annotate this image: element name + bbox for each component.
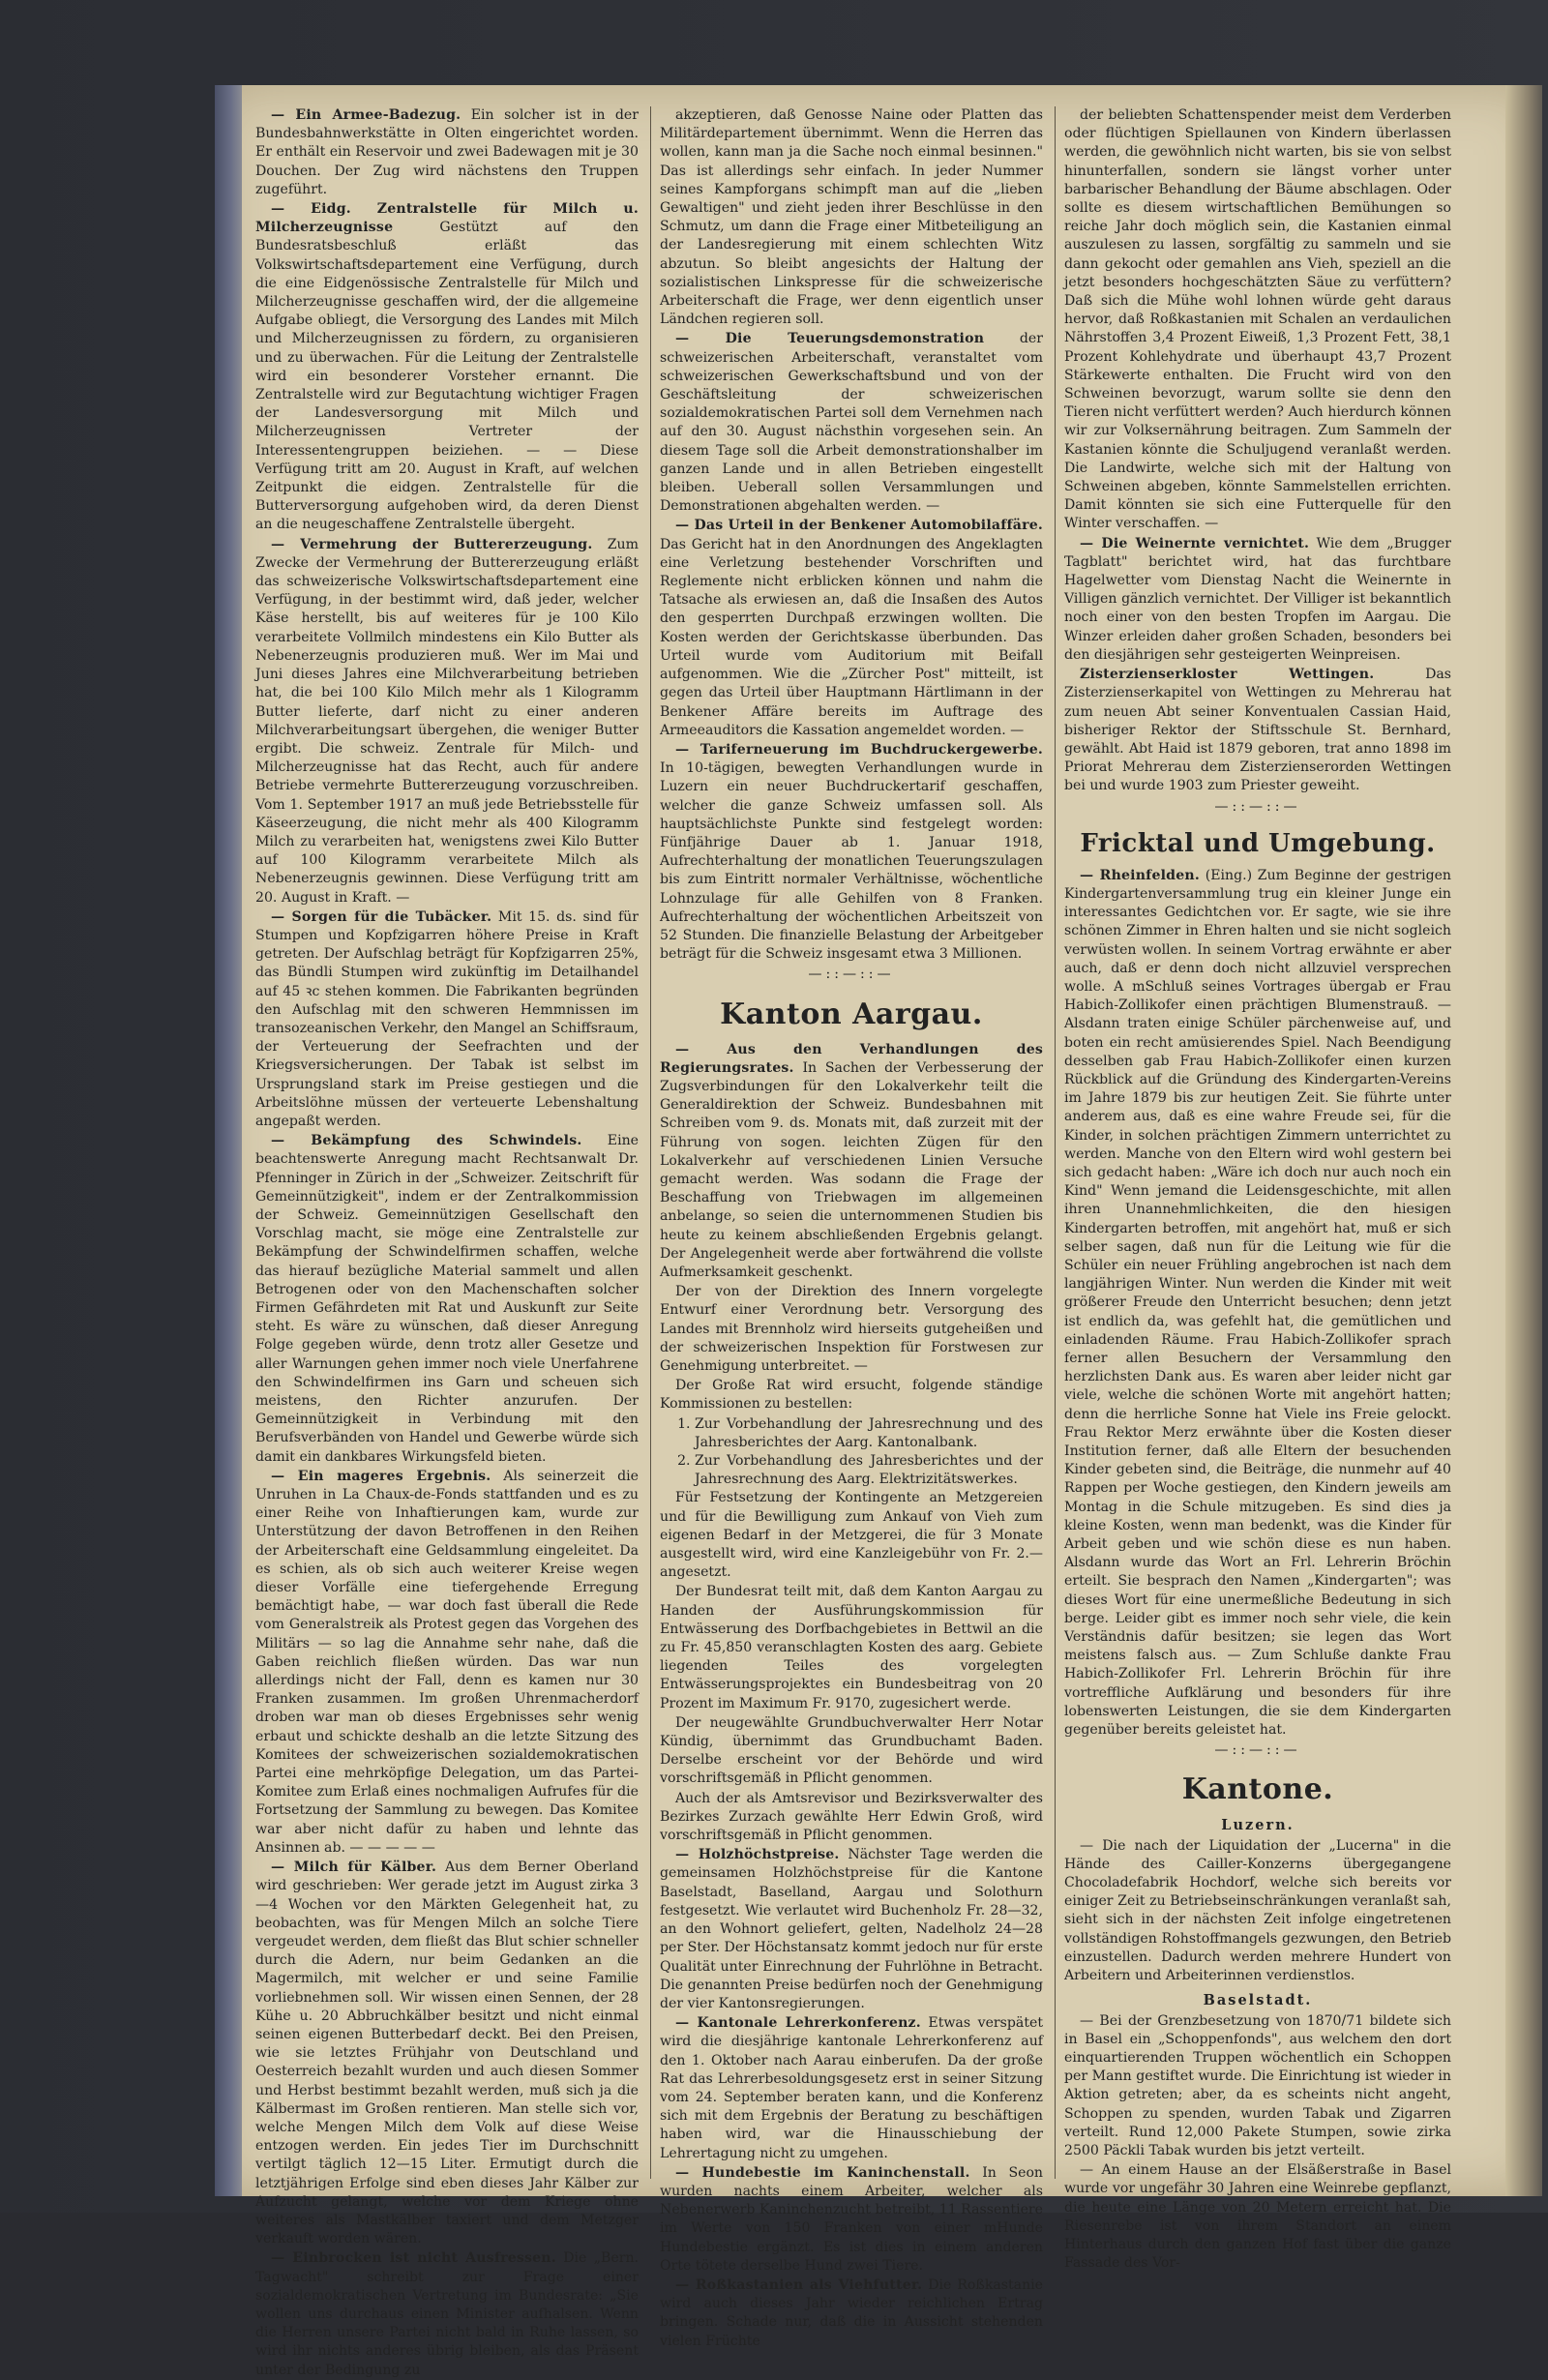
article-paragraph: — An einem Hause an der Elsäßerstraße in Basel wurde vor ungefähr 30 Jahren eine Weinrebe gepflanzt, die heute eine Länge von 20 Metern erreicht hat. Die Riesenrebe ist von ihrem Standort an einem Hinterhaus durch den ganzen Hof fast über die ganze Fassade des Vor- <box>1064 2162 1451 2272</box>
article-paragraph: Auch der als Amtsrevisor und Bezirksverwalter des Bezirkes Zurzach gewählte Herr Edwin Groß, wird vorschriftsgemäß in Pflicht genommen. <box>660 1790 1043 1844</box>
article-body: Die „Bern. Tagwacht" schreibt zur Frage einer sozialdemokratischen Vertretung im Bundesrate: „Sie wollen uns durchaus einen Minister aufhalsen. Wenn die Herren unsere Partei nicht bald in Ruhe lassen, so wird ihr nichts anderes übrig bleiben, als das Präsent unter der Bedingung zu <box>255 2250 640 2378</box>
article-body: Aus dem Berner Oberland wird geschrieben: Wer gerade jetzt im August zirka 3—4 Wochen vor den Märkten Gelegenheit hat, zu beobachten, was für Mengen Milch an solche Tiere vergeudet werden, dem fließt das Blut schier schneller durch die Adern, nur beim Gedanken an die Magermilch, mit welcher er und seine Familie vorliebnehmen soll. Wir wissen einen Sennen, der 28 Kühe u. 20 Abbruchkälber besitzt und nicht einmal seinen eigenen Butterbedarf deckt. Bei den Preisen, wie sie letztes Frühjahr von Deutschland und Oesterreich bezahlt wurden und auch diesen Sommer und Herbst bestimmt bezahlt werden, muß sich ja die Kälbermast im Großen rentieren. Man stelle sich vor, welche Mengen Milch dem Volk auf diese Weise entzogen werden. Ein jedes Tier im Durchschnitt vertilgt täglich 12—15 Liter. Ermutigt durch die letztjährigen Erfolge sind eben dieses Jahr Kälber zur Aufzucht gelangt, welche vor dem Kriege ohne weiteres als Mastkälber taxiert und dem Metzger verkauft worden wären. <box>255 1859 639 2247</box>
article-headline: — Die Weinernte vernichtet. <box>1080 535 1310 551</box>
column-1 <box>255 106 640 2378</box>
article-teuerungsdemonstration <box>660 330 1043 516</box>
article-schwindel <box>255 1132 639 1467</box>
article-body: Zum Zwecke der Vermehrung der Buttererzeugung erläßt das schweizerische Volkswirtschaftsdepartement eine Verfügung, in der bestimmt wird, daß jeder, welcher Käse herstellt, bis auf weiteres für je 100 Kilo verarbeitete Vollmilch mindestens ein Kilo Butter als Nebenerzeugnis produzieren muß. Wer im Mai und Juni dieses Jahres eine Milchverarbeitung betrieben hat, die bei 100 Kilo Milch mehr als 1 Kilogramm Butter lieferte, darf nicht zu einer anderen Milchverarbeitungsart übergehen, die weniger Butter ergibt. Die schweiz. Zentrale für Milch- und Milcherzeugnisse hat das Recht, auch für andere Betriebe vermehrte Buttererzeugung vorzuschreiben. Vom 1. September 1917 an muß jede Betriebsstelle für Käseerzeugung, die nicht mehr als 400 Kilogramm Milch zu verarbeiten hat, wenigstens zwei Kilo Butter auf 100 Kilogramm verarbeitete Milch als Nebenerzeugnis gewinnen. Diese Verfügung tritt am 20. August in Kraft. — <box>255 536 639 906</box>
article-headline: — Einbrocken ist nicht Ausfressen. <box>271 2250 556 2267</box>
article-armee-badezug <box>255 106 639 199</box>
article-paragraph: Der von der Direktion des Innern vorgelegte Entwurf einer Verordnung betr. Versorgung des Landes mit Brennholz wird hierseits gutgeheißen und der schweizerischen Inspektion für Forstwesen zur Genehmigung unterbreitet. — <box>660 1284 1043 1374</box>
article-rheinfelden <box>1064 867 1451 1740</box>
article-paragraph: — Bei der Grenzbesetzung von 1870/71 bildete sich in Basel ein „Schoppenfonds", aus welchem den dort einquartierenden Truppen wöchentlich ein Schoppen per Mann gestiftet wurde. Die Einrichtung ist wieder in Aktion getreten; aber, da es scheints nicht angeht, Schoppen zu spenden, wurden Tabak und Zigarren verteilt. Rund 12,000 Pakete Stumpen, sowie zirka 2500 Päckli Tabak wurden bis jetzt verteilt. <box>1064 2012 1451 2158</box>
article-einbrocken <box>255 2249 639 2379</box>
article-headline: — Eidg. Zentralstelle für Milch u. Milcherzeugnisse <box>255 201 639 236</box>
article-buchdruckertarif <box>660 741 1043 964</box>
article-holzhoechstpreise <box>660 1846 1043 2013</box>
article-rosskastanien <box>660 2276 1043 2351</box>
article-body: Eine beachtenswerte Anregung macht Rechtsanwalt Dr. Pfenninger in Zürich in der „Schweizer. Zeitschrift für Gemeinnützigkeit", indem er der Zentralkommission der Schweiz. Gemeinnützigen Gesellschaft den Vorschlag macht, sie möge eine Zentralstelle zur Bekämpfung der Schwindelfirmen schaffen, welche das hierauf bezügliche Material sammelt und allen Betrogenen oder von den Machenschaften solcher Firmen Gefährdeten mit Rat und Auskunft zur Seite steht. Es wäre zu wünschen, daß dieser Anregung Folge gegeben würde, denn trotz aller Gesetze und aller Warnungen gehen immer noch viele Unerfahrene den Schwindelfirmen ins Garn und scheuen sich meistens, den Richter anzurufen. Der Gemeinnützigkeit in Verbindung mit den Berufsverbänden von Handel und Gewerbe würde sich damit ein dankbares Wirkungsfeld bieten. <box>255 1133 639 1465</box>
article-kloster-wettingen <box>1064 666 1451 795</box>
list-item: 1. Zur Vorbehandlung der Jahresrechnung und des Jahresberichtes der Aarg. Kantonalbank. <box>695 1415 1043 1452</box>
section-title-fricktal: Fricktal und Umgebung. <box>1080 828 1436 858</box>
section-separator: —::—::— <box>1214 798 1301 815</box>
newspaper-page <box>215 85 1542 2378</box>
article-buttererzeugung <box>255 536 639 907</box>
article-body: Etwas verspätet wird die diesjährige kantonale Lehrerkonferenz auf den 1. Oktober nach Aarau einberufen. Da der große Rat das Lehrerbesoldungsgesetz erst in seiner Sitzung vom 24. September beraten kann, und die Konferenz sich mit dem Ergebnis der Beratung zu beschäftigen haben wird, war die Hinausschiebung der Lehrertagung nicht zu umgehen. <box>660 2015 1043 2161</box>
article-body: Mit 15. ds. sind für Stumpen und Kopfzigarren höhere Preise in Kraft getreten. Der Aufschlag beträgt für Kopfzigarren 25%, das Bündli Stumpen wird zukünftig im Detailhandel auf 45 ꝛc stehen kommen. Die Fabrikanten begründen den Aufschlag mit den schweren Hemmnissen im transozeanischen Verkehr, den Mangel an Schiffsraum, der Verteuerung der Seefrachten und der Kriegsversicherungen. Der Tabak ist selbst im Ursprungsland stark im Preise gestiegen und die Arbeitslöhne müssen der verteuerte Lebenshaltung angepaßt werden. <box>255 908 640 1129</box>
article-body: Das Zisterzienserkapitel von Wettingen zu Mehrerau hat zum neuen Abt seiner Konventualen Cassian Haid, bisheriger Rektor der Stiftsschule St. Bernhard, gewählt. Abt Haid ist 1879 geboren, trat anno 1898 im Priorat Mehrerau dem Zisterzienserorden Wettingen bei und wurde 1903 zum Priester geweiht. <box>1064 667 1451 794</box>
article-headline: — Milch für Kälber. <box>271 1859 437 1876</box>
article-headline: — Sorgen für die Tubäcker. <box>271 908 492 925</box>
article-body: Als seinerzeit die Unruhen in La Chaux-de-Fonds stattfanden und es zu einer Reihe von Inhaftierungen kam, wurde zur Unterstützung der davon Betroffenen in den Reihen der Arbeiterschaft eine Geldsammlung eingeleitet. Da es schien, als ob sich auch weiterer Kreise wegen dieser Vorfälle eine tiefergehende Erregung bemächtigt habe, — war doch fast überall die Rede vom Generalstreik als Protest gegen das Vorgehen des Militärs — so lag die Annahme sehr nahe, daß die Gaben reichlich fließen würden. Das war nun allerdings nicht der Fall, denn es kamen nur 30 Franken zusammen. Im großen Uhrenmacherdorf droben war man ob dieses Ergebnisses sehr wenig erbaut und schickte deshalb an die letzte Sitzung des Komitees der schweizerischen sozialdemokratischen Partei eine mehrköpfige Delegation, um das Partei-Komitee zum Erlaß eines nochmaligen Aufrufes für die Fortsetzung der Sammlung zu bewegen. Das Komitee war aber nicht dafür zu haben und lehnte das Ansinnen ab. — — — — — <box>255 1468 639 1856</box>
column-rule <box>1055 106 1056 2179</box>
section-title-kantone: Kantone. <box>1181 1772 1334 1807</box>
article-weinernte <box>1064 535 1451 665</box>
article-benkener-automobilaffaere <box>660 517 1043 739</box>
book-spine <box>215 85 242 2196</box>
article-milch-kaelber <box>255 1859 639 2248</box>
article-headline: — Das Urteil in der Benkener Automobilaffäre. <box>675 518 1043 534</box>
article-headline: — Tariferneuerung im Buchdruckergewerbe. <box>675 741 1043 758</box>
section-separator: —::—::— <box>1214 1742 1301 1759</box>
article-headline: Zisterzienserkloster Wettingen. <box>1080 667 1375 683</box>
article-headline: — Rheinfelden. <box>1080 867 1200 883</box>
article-body: Gestützt auf den Bundesratsbeschluß erläßt das Volkswirtschaftsdepartement eine Verfügung, durch die eine Eidgenössische Zentralstelle für Milch und Milcherzeugnisse geschaffen wird, der die allgemeine Aufgabe obliegt, die Versorgung des Landes mit Milch und Milcherzeugnissen zu fördern, zu organisieren und zu überwachen. Für die Leitung der Zentralstelle wird ein besonderer Vorsteher ernannt. Die Zentralstelle wird zur Begutachtung wichtiger Fragen der Landesversorgung mit Milch und Milcherzeugnissen Vertreter der Interessentengruppen beiziehen. — — Diese Verfügung tritt am 20. August in Kraft, auf welchen Zeitpunkt die eidgen. Zentralstelle für die Butterversorgung aufgehoben wird, da deren Dienst an die neugeschaffene Zentralstelle übergeht. <box>255 220 640 533</box>
article-body: der schweizerischen Arbeiterschaft, veranstaltet vom schweizerischen Gewerkschaftsbund und von der Geschäftsleitung der schweizerischen sozialdemokratischen Partei soll dem Vernehmen nach auf den 30. August nächsthin vorgesehen sein. An diesem Tage soll die Arbeit demonstrationshalber im ganzen Lande und in allen Betrieben eingestellt bleiben. Ueberall sollen Versammlungen und Demonstrationen abgehalten werden. — <box>660 331 1043 515</box>
article-headline: — Roßkastanien als Viehfutter. <box>675 2276 923 2293</box>
article-paragraph: Der neugewählte Grundbuchverwalter Herr Notar Kündig, übernimmt das Grundbuchamt Baden. Derselbe erscheint vor der Behörde und wird vorschriftsgemäß in Pflicht genommen. <box>660 1714 1043 1787</box>
article-headline: — Bekämpfung des Schwindels. <box>271 1133 582 1149</box>
article-mageres-ergebnis <box>255 1468 639 1858</box>
article-body: (Eing.) Zum Beginne der gestrigen Kindergartenversammlung trug ein kleiner Junge ein interessantes Gedichtchen vor. Er sagte, wie sie ihre schönen Zimmer in Ehren halten und sie nicht sogleich verwüsten wollen. In seinem Vortrag erwähnte er aber auch, daß er denn doch nicht allzuviel versprechen wolle. A mSchluß seines Vortrages übergab er Frau Habich-Zollikofer einen prächtigen Blumenstrauß. — Alsdann traten einige Schüler pärchenweise auf, und boten ein recht amüsierendes Spiel. Nach Beendigung desselben gab Frau Habich-Zollikofer einen kurzen Rückblick auf die Gründung des Kindergarten-Vereins im Jahre 1879 bis zur heutigen Zeit. Sie führte unter anderem aus, daß es eine wahre Freude sei, für die Kinder, in solchen prächtigen Zimmern unterrichtet zu werden. Manche von den Eltern wird wohl gestern bei sich gedacht haben: „Wäre ich doch nur auch noch ein Kind" Wenn jemand die Leidensgeschichte, mit allen ihren Unannehmlichkeiten, die den hiesigen Kindergarten betroffen, mit angehört hat, muß er sich selber sagen, daß nun für die Leitung wie für die Schüler ein neuer Frühling angebrochen ist nach dem langjährigen Winter. Nun werden die Kinder mit weit größerer Freude den Unterricht besuchen; denn jetzt ist endlich da, was gefehlt hat, die gemütlichen und einladenden Räume. Frau Habich-Zollikofer sprach ferner allen Besuchern der Versammlung den herzlichsten Dank aus. Es waren aber leider nicht gar viele, welche die schönen Worte mit angehört hatten; denn die herrliche Sonne hat Viele ins Freie gelockt. Frau Rektor Merz erwähnte über die Kosten dieser Institution ferner, daß alle Eltern der besuchenden Kinder gebeten sind, die Beiträge, die nunmehr auf 40 Rappen per Woche gestiegen, den Kindern jeweils am Montag in die Schule mitzugeben. Es sind dies ja kleine Kosten, wenn man bedenkt, was die Kinder für Arbeit geben und wie schön diese es nun haben. Alsdann wurde das Wort an Frl. Lehrerin Bröchin erteilt. Sie besprach den Namen „Kindergarten"; was dieses Wort für eine unermeßliche Bedeutung in sich berge. Leider gibt es immer noch sehr viele, die kein Verständnis dafür besitzen; sie legen das Wort meistens falsch aus. — Zum Schluße dankte Frau Habich-Zollikofer Frl. Lehrerin Bröchin für ihre vortreffliche Aufklärung und besonders für ihre lobenswerten Leistungen, die sie dem Kindergarten gegenüber bereits geleistet hat. <box>1064 867 1452 1739</box>
commission-list <box>660 1415 1043 1490</box>
article-kaninchenstall <box>660 2164 1043 2276</box>
column-rule <box>650 106 651 2179</box>
article-body: In Seon wurden nachts einem Arbeiter, welcher als Nebenerwerb Kaninchenzucht betreibt, 11 Rassentiere im Werte von 150 Franken von einer mHunde Hundebestie ergänzt. Es ist dies in einem anderen Orte tötete derselbe Hund zwei Tiere. <box>660 2164 1044 2274</box>
article-body: In 10-tägigen, bewegten Verhandlungen wurde in Luzern ein neuer Buchdruckertarif geschaffen, welcher die ganze Schweiz umfassen soll. Als hauptsächlichste Punkte sind festgelegt worden: Fünfjährige Dauer ab 1. Januar 1918, Aufrechterhaltung der monatlichen Teuerungszulagen bis zum Eintritt normaler Verhältnisse, wöchentliche Lohnzulage für alle Gehilfen von 8 Franken. Aufrechterhaltung der wöchentlichen Arbeitszeit von 52 Stunden. Die finanzielle Belastung der Arbeitgeber beträgt für die Schweiz insgesamt etwa 3 Millionen. <box>660 760 1043 963</box>
article-zentralstelle-milch <box>255 200 639 535</box>
article-body: Ein solcher ist in der Bundesbahnwerkstätte in Olten eingerichtet worden. Er enthält ein Reservoir und zwei Badewagen mit je 30 Douchen. Der Zug wird nächstens den Truppen zugeführt. <box>255 107 640 197</box>
article-headline: — Hundebestie im Kaninchenstall. <box>675 2164 970 2181</box>
article-headline: — Holzhöchstpreise. <box>675 1847 840 1863</box>
article-continuation <box>660 106 1043 329</box>
article-body: Das Gericht hat in den Anordnungen des Angeklagten eine Verletzung bestehender Vorschriften und Reglemente nicht erblicken können und nahm die Tatsache als erwiesen an, daß die Insaßen des Autos den gesperrten Durchpaß erzwingen wollten. Die Kosten werden der Gerichtskasse überbunden. Das Urteil wurde vom Auditorium mit Beifall aufgenommen. Wie die „Zürcher Post" mitteilt, ist gegen das Urteil über Hauptmann Härtlimann in der Benkener Affäre bereits im Auftrage des Armeeauditors die Kassation angemeldet worden. — <box>660 536 1043 738</box>
column-3 <box>1064 106 1452 2272</box>
article-headline: — Vermehrung der Buttererzeugung. <box>271 536 593 552</box>
article-body: In Sachen der Verbesserung der Zugsverbindungen für den Lokalverkehr teilt die Generaldirektion der Schweiz. Bundesbahnen mit Schreiben vom 9. ds. Monats mit, daß zurzeit mit der Führung von sogen. leichten Zügen für den Lokalverkehr auf verschiedenen Linien Versuche gemacht werden. Was sodann die Frage der Beschaffung von Triebwagen im allgemeinen anbelange, so seien die unternommenen Studien bis heute zu keinem abschließenden Ergebnis gelangt. Der Angelegenheit werde aber fortwährend die vollste Aufmerksamkeit geschenkt. <box>660 1059 1043 1280</box>
column-2 <box>660 106 1044 2349</box>
article-headline: — Kantonale Lehrerkonferenz. <box>675 2015 921 2032</box>
article-body: akzeptieren, daß Genosse Naine oder Platten das Militärdepartement übernimmt. Wenn die Herren das wollen, kann man ja die Sache noch einmal besinnen." Das ist allerdings sehr einfach. In jeder Nummer seines Kampforgans schimpft man auf die „lieben Gewaltigen" und zieht jeden ihrer Beschlüsse in den Schmutz, um dann die Frage einer Mitbeteiligung an der Landesregierung mit einem schlechten Witz abzutun. So bleibt angesichts der Haltung der sozialistischen Linkspresse für die schweizerische Arbeiterschaft die Frage, wer denn eigentlich unser Ländchen regieren soll. <box>660 107 1043 328</box>
article-body: Nächster Tage werden die gemeinsamen Holzhöchstpreise für die Kantone Baselstadt, Baselland, Aargau und Solothurn festgesetzt. Wie verlautet wird Buchenholz Fr. 28—32, an den Wohnort geliefert, gelten, Nadelholz 24—28 per Ster. Der Höchstansatz kommt jedoch nur für erste Qualität unter Einrechnung der Fuhrlöhne in Betracht. Die genannten Preise bedürfen noch der Genehmigung der vier Kantonsregierungen. <box>660 1847 1043 2011</box>
article-paragraph: Der Bundesrat teilt mit, daß dem Kanton Aargau zu Handen der Ausführungskommission für Entwässerung des Dorfbachgebietes in Bettwil an die zu Fr. 45,850 veranschlagten Kosten des aarg. Gebiete liegenden Teiles des vorgelegten Entwässerungsprojektes ein Bundesbeitrag von 20 Prozent im Maximum Fr. 9170, zugesichert werde. <box>660 1584 1043 1711</box>
article-tubaecker <box>255 908 639 1131</box>
article-headline: — Aus den Verhandlungen des Regierungsrates. <box>660 1041 1043 1076</box>
subsection-baselstadt: Baselstadt. <box>1203 1992 1313 2009</box>
article-regierungsrat <box>660 1041 1043 1283</box>
page-edge-shadow <box>1505 85 1542 2196</box>
list-item: 2. Zur Vorbehandlung des Jahresberichtes und der Jahresrechnung des Aarg. Elektrizitätswerkes. <box>695 1452 1043 1489</box>
section-separator: —::—::— <box>808 967 895 983</box>
article-headline: — Ein mageres Ergebnis. <box>271 1468 491 1484</box>
article-body: Die Roßkastanie wird auch dieses Jahr wieder reichlichen Ertrag bringen. Schade nur, daß die in Aussicht stehenden vielen Früchte <box>660 2276 1043 2349</box>
article-body: der beliebten Schattenspender meist dem Verderben oder flüchtigen Spiellaunen von Kindern überlassen werden, die gewöhnlich nicht warten, bis sie von selbst hinunterfallen, sondern sie längst vorher unter barbarischer Behandlung der Bäume abschlagen. Oder sollte es diesem wirtschaftlichen Bemühungen so reiche Jahr doch möglich sein, die Kastanien einmal auszulesen zu lassen, sorgfältig zu sammeln und sie dann gekocht oder gemahlen ans Vieh, speziell an die jetzt besonders hochgeschätzten Säue zu verfüttern? Daß sich die Mühe wohl lohnen würde geht daraus hervor, daß Roßkastanien mit Schalen an verdaulichen Nährstoffen 3,4 Prozent Eiweiß, 1,3 Prozent Fett, 38,1 Prozent Kohlehydrate und überhaupt 43,7 Prozent Stärkewerte enthalten. Die Frucht wird von den Schweinen bevorzugt, warum sollte sie denn den Tieren nicht verfüttert werden? Auch hierdurch können wir zur Volksernährung beitragen. Zum Sammeln der Kastanien könnte die Schuljugend veranlaßt werden. Die Landwirte, welche sich mit der Haltung von Schweinen abgeben, könnte Sammelstellen errichten. Damit könnten sie sich eine Futterquelle für den Winter verschaffen. — <box>1064 107 1451 532</box>
section-title-kanton-aargau: Kanton Aargau. <box>720 997 983 1031</box>
article-paragraph: Der Große Rat wird ersucht, folgende ständige Kommissionen zu bestellen: <box>660 1378 1043 1413</box>
subsection-luzern: Luzern. <box>1221 1817 1295 1834</box>
article-continuation <box>1064 106 1451 534</box>
article-paragraph: — Die nach der Liquidation der „Lucerna" in die Hände des Cailler-Konzerns übergegangene Chocoladefabrik Hochdorf, welche sich bereits vor einiger Zeit zu Betriebseinschränkungen veranlaßt sah, sieht sich in der nächsten Zeit infolge eingetretenen vollständigen Rohstoffmangels gezwungen, den Betrieb einzustellen. Dadurch werden mehrere Hundert von Arbeitern und Arbeiterinnen verdienstlos. <box>1064 1837 1451 1984</box>
article-headline: — Die Teuerungsdemonstration <box>675 331 985 347</box>
article-headline: — Ein Armee-Badezug. <box>271 107 461 123</box>
article-body: Wie dem „Brugger Tagblatt" berichtet wird, hat das furchtbare Hagelwetter vom Dienstag Nacht die Weinernte in Villigen gänzlich vernichtet. Der Villiger ist bekanntlich noch einer von den besten Tropfen im Aargau. Die Winzer erleiden daher großen Schaden, besonders bei den diesjährigen sehr gesteigerten Weinpreisen. <box>1064 535 1451 663</box>
article-paragraph: Für Festsetzung der Kontingente an Metzgereien und für die Bewilligung zum Ankauf von Vieh zum eigenen Bedarf in der Metzgerei, die für 3 Monate ausgestellt wird, wird eine Kanzleigebühr von Fr. 2.— angesetzt. <box>660 1490 1043 1581</box>
article-lehrerkonferenz <box>660 2014 1043 2163</box>
